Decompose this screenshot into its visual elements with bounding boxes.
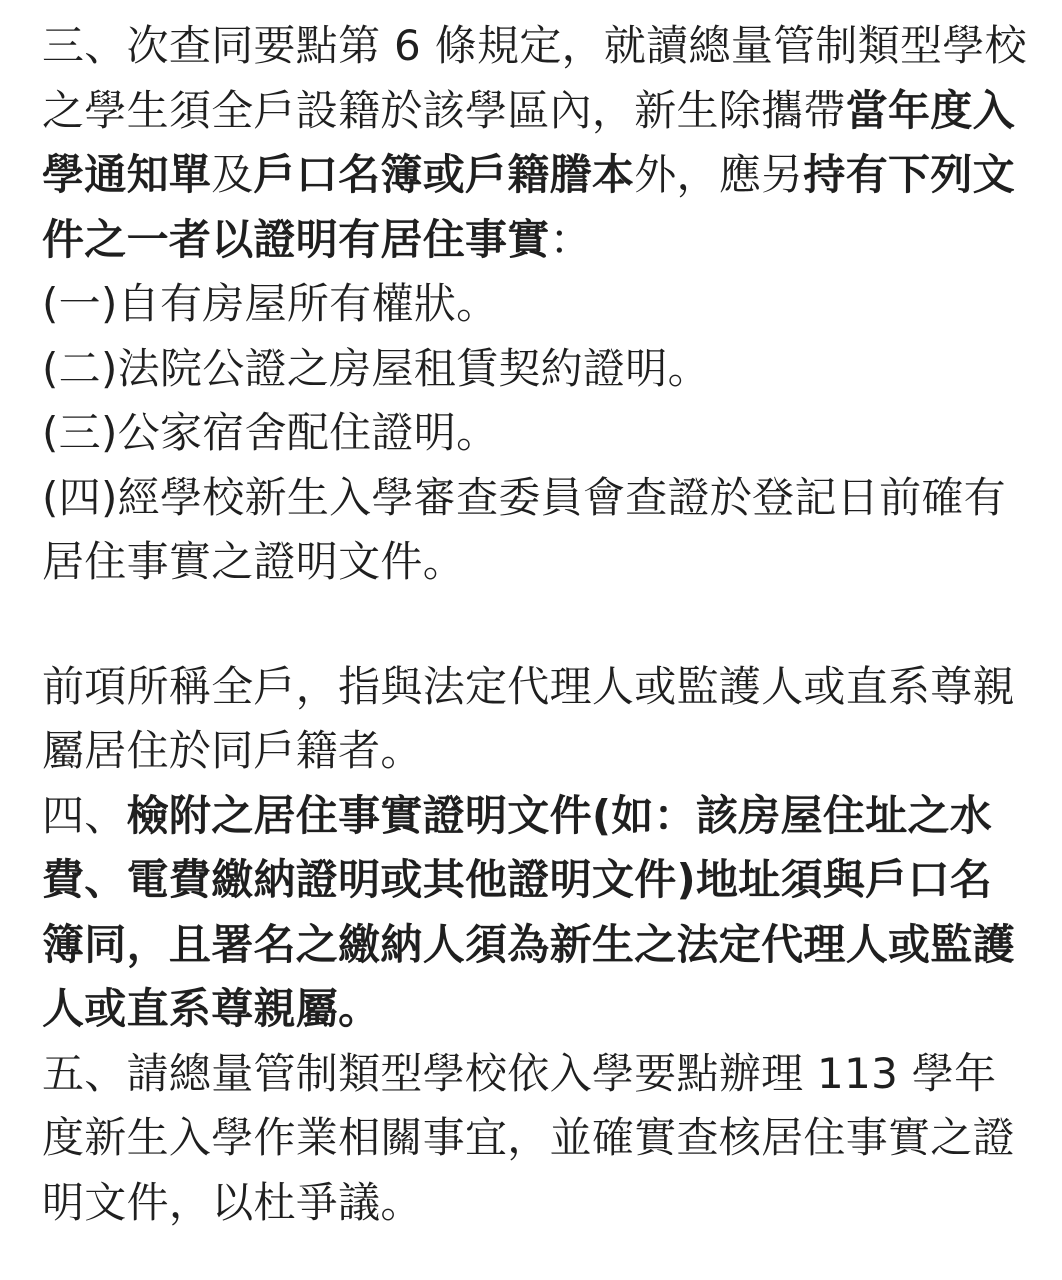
sub-item-1: (一)自有房屋所有權狀。 <box>42 279 499 328</box>
sub-item-2: (二)法院公證之房屋租賃契約證明。 <box>42 343 710 393</box>
item-3-bold-admission-notice: 當年度入學通知單 <box>42 85 1015 199</box>
item-3-text-3: 外，應另 <box>634 150 804 199</box>
item-3-paragraph <box>42 14 1032 272</box>
item-4-prefix: 四、 <box>42 790 127 840</box>
household-definition-note: 前項所稱全戶，指與法定代理人或監護人或直系尊親屬居住於同戶籍者。 <box>42 661 1015 775</box>
item-3-bold-residence-proof: 持有下列文件之一者以證明有居住事實 <box>42 150 1015 264</box>
item-3-text-2: 及 <box>211 150 254 199</box>
sub-item-3: (三)公家宿舍配住證明。 <box>42 408 499 457</box>
item-4-paragraph <box>42 784 1032 1042</box>
item-4-bold-text: 檢附之居住事實證明文件(如：該房屋住址之水費、電費繳納證明或其他證明文件)地址須與戶口名簿同，且署名之繳納人須為新生之法定代理人或監護人或直系尊親屬。 <box>42 790 1015 1033</box>
item-3-bold-household-register: 戶口名簿或戶籍謄本 <box>253 150 635 199</box>
sub-item-4: (四)經學校新生入學審查委員會查證於登記日前確有居住事實之證明文件。 <box>42 472 1006 586</box>
item-3-text-4: ： <box>549 214 592 264</box>
paragraph-gap <box>42 595 1032 655</box>
item-5-paragraph: 五、請總量管制類型學校依入學要點辦理 113 學年度新生入學作業相關事宜，並確實查核居住事實之證明文件，以杜爭議。 <box>42 1048 1015 1227</box>
item-3-text-1: 三、次查同要點第 6 條規定，就讀總量管制類型學校之學生須全戶設籍於該學區內，新生除攜帶 <box>42 21 1027 135</box>
